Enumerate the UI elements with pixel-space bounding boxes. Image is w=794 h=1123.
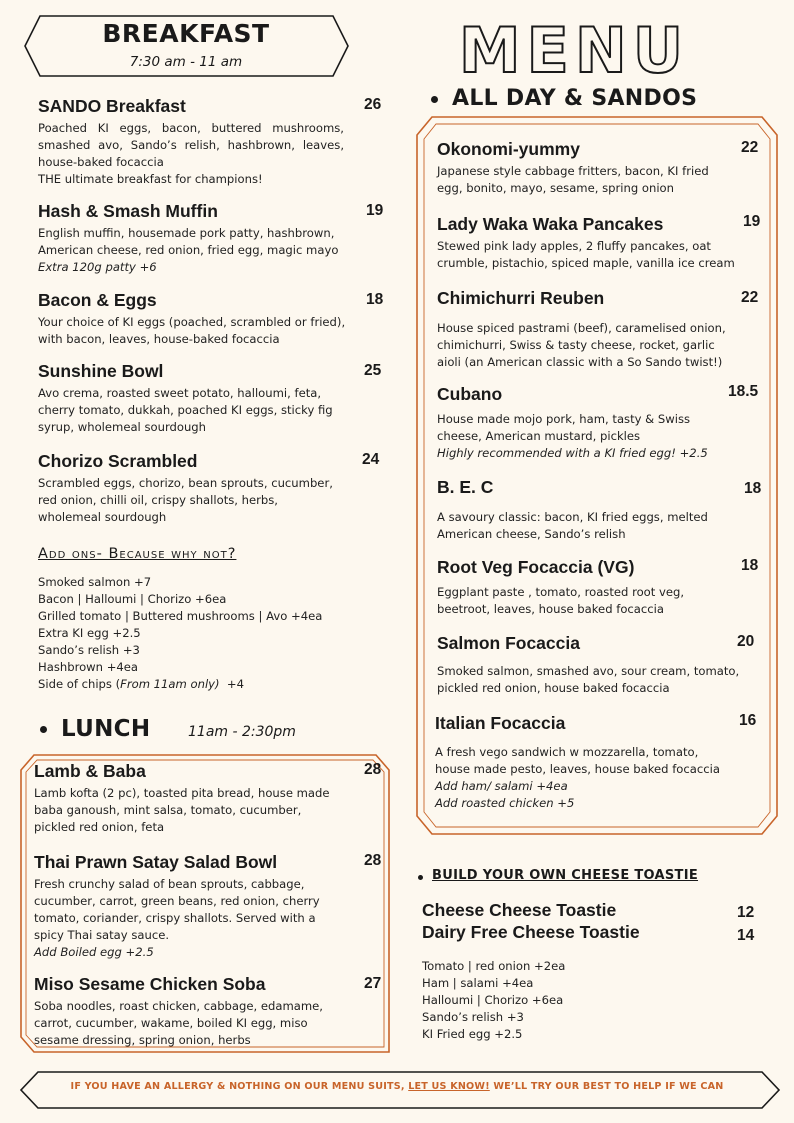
addon-line: Extra KI egg +2.5 bbox=[38, 626, 141, 640]
item-price: 18 bbox=[744, 480, 762, 497]
item-note: Highly recommended with a KI fried egg! +2.5 bbox=[437, 446, 708, 460]
toastie-extra: Sando’s relish +3 bbox=[422, 1010, 524, 1024]
toastie-extra: Tomato | red onion +2ea bbox=[422, 959, 566, 973]
toastie-title: BUILD YOUR OWN CHEESE TOASTIE bbox=[432, 868, 699, 883]
menu-item bbox=[437, 287, 742, 371]
item-description: Soba noodles, roast chicken, cabbage, edamame, carrot, cucumber, wakame, boiled KI egg, miso sesame dressing, spring onion, herbs bbox=[34, 999, 323, 1047]
menu-item bbox=[34, 760, 344, 836]
item-price: 24 bbox=[362, 451, 380, 468]
item-name: Sunshine Bowl bbox=[38, 361, 164, 381]
bullet-icon bbox=[431, 96, 438, 103]
item-description: A fresh vego sandwich w mozzarella, tomato, house made pesto, leaves, house baked focaccia bbox=[435, 745, 720, 776]
item-note: Extra 120g patty +6 bbox=[38, 260, 157, 274]
item-description: English muffin, housemade pork patty, hashbrown, American cheese, red onion, fried egg, magic mayo bbox=[38, 226, 339, 257]
addon-line: Smoked salmon +7 bbox=[38, 575, 152, 589]
item-name: Thai Prawn Satay Salad Bowl bbox=[34, 852, 278, 872]
menu-item bbox=[38, 360, 344, 436]
addon-line: Bacon | Halloumi | Chorizo +6ea bbox=[38, 592, 227, 606]
lunch-heading bbox=[40, 716, 150, 742]
lunch-hours: 11am - 2:30pm bbox=[188, 724, 296, 740]
item-price: 18 bbox=[741, 557, 759, 574]
item-name: Dairy Free Cheese Toastie bbox=[422, 922, 640, 942]
item-name: Lady Waka Waka Pancakes bbox=[437, 214, 664, 234]
item-price: 28 bbox=[364, 761, 382, 778]
addon-line: Hashbrown +4ea bbox=[38, 660, 139, 674]
item-name: Chorizo Scrambled bbox=[38, 451, 198, 471]
item-price: 22 bbox=[741, 289, 759, 306]
item-description: Eggplant paste , tomato, roasted root veg, beetroot, leaves, house baked focaccia bbox=[437, 585, 685, 616]
item-price: 28 bbox=[364, 852, 382, 869]
item-description: Your choice of KI eggs (poached, scrambled or fried), with bacon, leaves, house-baked focaccia bbox=[38, 315, 346, 346]
lunch-title: LUNCH bbox=[61, 716, 151, 742]
item-price: 25 bbox=[364, 362, 382, 379]
breakfast-hours: 7:30 am - 11 am bbox=[129, 54, 243, 70]
item-note: Add ham/ salami +4ea bbox=[435, 779, 568, 793]
item-name: Okonomi-yummy bbox=[437, 139, 580, 159]
item-description: Japanese style cabbage fritters, bacon, KI fried egg, bonito, mayo, sesame, spring onion bbox=[437, 164, 709, 195]
item-description: Scrambled eggs, chorizo, bean sprouts, cucumber, red onion, chilli oil, crispy shallots, herbs, wholemeal sourdough bbox=[38, 476, 333, 524]
toastie-item bbox=[422, 921, 640, 943]
item-description: Poached KI eggs, bacon, buttered mushrooms, smashed avo, Sando’s relish, hashbrown, leaves, house-baked focaccia bbox=[38, 121, 344, 169]
allday-heading bbox=[431, 86, 697, 111]
item-name: Hash & Smash Muffin bbox=[38, 201, 218, 221]
item-name: Cubano bbox=[437, 384, 503, 404]
menu-item bbox=[437, 632, 742, 697]
menu-item bbox=[437, 138, 737, 197]
menu-item bbox=[34, 851, 338, 961]
menu-item bbox=[437, 556, 737, 618]
item-name: Italian Focaccia bbox=[435, 713, 566, 733]
item-price: 20 bbox=[737, 633, 755, 650]
item-name: Miso Sesame Chicken Soba bbox=[34, 974, 266, 994]
item-name: SANDO Breakfast bbox=[38, 96, 186, 116]
item-description: A savoury classic: bacon, KI fried eggs, melted American cheese, Sando’s relish bbox=[437, 510, 708, 541]
item-price: 14 bbox=[737, 927, 755, 944]
breakfast-title: BREAKFAST bbox=[102, 19, 270, 48]
item-price: 22 bbox=[741, 139, 759, 156]
toastie-extra: Halloumi | Chorizo +6ea bbox=[422, 993, 564, 1007]
item-price: 26 bbox=[364, 96, 382, 113]
item-name: Root Veg Focaccia (VG) bbox=[437, 557, 635, 577]
item-name: Cheese Cheese Toastie bbox=[422, 900, 617, 920]
bullet-icon bbox=[418, 875, 423, 880]
item-description: Avo crema, roasted sweet potato, halloumi, feta, cherry tomato, dukkah, poached KI eggs, sticky fig syrup, wholemeal sourdough bbox=[38, 386, 333, 434]
item-description: Smoked salmon, smashed avo, sour cream, tomato, pickled red onion, house baked focaccia bbox=[437, 664, 740, 695]
item-price: 18 bbox=[366, 291, 384, 308]
menu-item bbox=[437, 213, 747, 272]
item-price: 19 bbox=[743, 213, 761, 230]
item-name: Lamb & Baba bbox=[34, 761, 146, 781]
item-price: 18.5 bbox=[728, 383, 759, 400]
item-note: Add roasted chicken +5 bbox=[435, 796, 575, 810]
item-price: 16 bbox=[739, 712, 757, 729]
allday-title: ALL DAY & SANDOS bbox=[452, 86, 698, 111]
item-name: Bacon & Eggs bbox=[38, 290, 157, 310]
menu-item bbox=[38, 200, 344, 276]
item-note: Add Boiled egg +2.5 bbox=[34, 945, 154, 959]
menu-item bbox=[437, 383, 737, 462]
toastie-extra: KI Fried egg +2.5 bbox=[422, 1027, 523, 1041]
item-note: THE ultimate breakfast for champions! bbox=[38, 172, 263, 186]
allergy-notice: IF YOU HAVE AN ALLERGY & NOTHING ON OUR MENU SUITS, LET US KNOW! WE’LL TRY OUR BEST TO HELP IF WE CAN bbox=[70, 1081, 724, 1092]
item-name: Chimichurri Reuben bbox=[437, 288, 605, 308]
item-description: House made mojo pork, ham, tasty & Swiss cheese, American mustard, pickles bbox=[437, 412, 691, 443]
item-price: 19 bbox=[366, 202, 384, 219]
item-price: 27 bbox=[364, 975, 382, 992]
toastie-extras bbox=[422, 958, 565, 1043]
item-description: Fresh crunchy salad of bean sprouts, cabbage, cucumber, carrot, green beans, red onion, cherry tomato, coriander, crispy shallots. Served with a spicy Thai satay sauce. bbox=[34, 877, 320, 942]
item-name: Salmon Focaccia bbox=[437, 633, 580, 653]
menu-item bbox=[435, 712, 735, 812]
menu-item bbox=[38, 289, 350, 348]
item-price: 12 bbox=[737, 904, 755, 921]
addons-title: Add ons- Because why not? bbox=[38, 546, 237, 562]
item-description: House spiced pastrami (beef), caramelised onion, chimichurri, Swiss & tasty cheese, rocket, garlic aioli (an American classic with a So Sando twist!) bbox=[437, 321, 726, 369]
menu-item bbox=[437, 476, 737, 543]
menu-title: MENU bbox=[458, 14, 690, 87]
addon-line-chips: Side of chips (From 11am only) +4 bbox=[38, 677, 245, 691]
item-description: Stewed pink lady apples, 2 fluffy pancakes, oat crumble, pistachio, spiced maple, vanilla ice cream bbox=[437, 239, 735, 270]
menu-item bbox=[38, 450, 344, 526]
let-us-know-link[interactable]: LET US KNOW! bbox=[408, 1081, 490, 1092]
item-description: Lamb kofta (2 pc), toasted pita bread, house made baba ganoush, mint salsa, tomato, cucumber, pickled red onion, feta bbox=[34, 786, 330, 834]
addon-line: Grilled tomato | Buttered mushrooms | Avo +4ea bbox=[38, 609, 323, 623]
toastie-extra: Ham | salami +4ea bbox=[422, 976, 534, 990]
menu-item bbox=[34, 973, 344, 1049]
menu-item bbox=[38, 95, 344, 188]
addon-line: Sando’s relish +3 bbox=[38, 643, 140, 657]
addons-list bbox=[38, 574, 322, 693]
item-name: B. E. C bbox=[437, 477, 494, 497]
toastie-item bbox=[422, 899, 616, 921]
bullet-icon bbox=[40, 726, 47, 733]
